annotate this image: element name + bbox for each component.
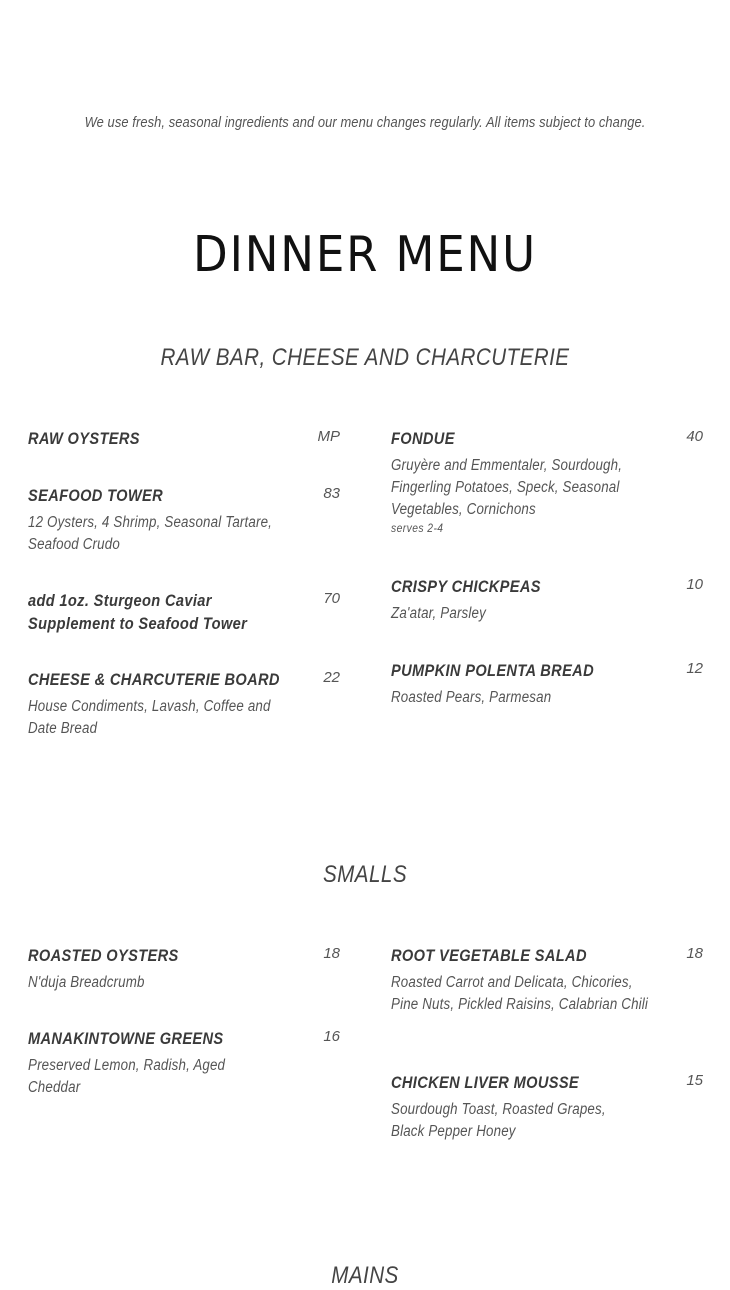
item-price: MP [317, 428, 340, 445]
item-price: 22 [323, 669, 340, 686]
item-price: 16 [323, 1028, 340, 1045]
item-name: CRISPY CHICKPEAS [391, 577, 541, 596]
menu-item-manakintowne-greens [28, 1027, 340, 1099]
item-description: House Condiments, Lavash, Coffee and Date Bread [28, 698, 271, 737]
item-description: Gruyère and Emmentaler, Sourdough, Fingerling Potatoes, Speck, Seasonal Vegetables, Cornichons [391, 457, 623, 518]
item-name: FONDUE [391, 429, 455, 448]
menu-item-root-vegetable-salad [391, 944, 703, 1016]
item-description: 12 Oysters, 4 Shrimp, Seasonal Tartare, Seafood Crudo [28, 514, 273, 553]
item-name: PUMPKIN POLENTA BREAD [391, 661, 594, 680]
item-name: CHICKEN LIVER MOUSSE [391, 1073, 580, 1092]
menu-item-chicken-liver-mousse [391, 1071, 703, 1143]
menu-item-fondue [391, 427, 703, 536]
section-title-raw-bar: RAW BAR, CHEESE AND CHARCUTERIE [160, 344, 570, 371]
item-serving-note: serves 2-4 [391, 521, 444, 535]
item-description: Roasted Pears, Parmesan [391, 689, 552, 706]
item-name: RAW OYSTERS [28, 429, 140, 448]
item-price: 18 [686, 945, 703, 962]
item-price: 12 [686, 660, 703, 677]
menu-item-raw-oysters [28, 427, 340, 450]
item-name: ROOT VEGETABLE SALAD [391, 946, 587, 965]
page-title: DINNER MENU [193, 226, 537, 283]
section-title-smalls: SMALLS [322, 861, 408, 888]
item-price: 18 [323, 945, 340, 962]
menu-item-roasted-oysters [28, 944, 340, 994]
item-description: N'duja Breadcrumb [28, 974, 145, 991]
menu-item-cheese-charcuterie [28, 668, 340, 740]
item-description: Za'atar, Parsley [391, 605, 486, 622]
item-description: Preserved Lemon, Radish, Aged Cheddar [28, 1057, 226, 1096]
menu-item-crispy-chickpeas [391, 575, 703, 625]
item-description: Roasted Carrot and Delicata, Chicories, Pine Nuts, Pickled Raisins, Calabrian Chili [391, 974, 649, 1013]
item-price: 40 [686, 428, 703, 445]
item-name: ROASTED OYSTERS [28, 946, 179, 965]
item-name: add 1oz. Sturgeon Caviar Supplement to Seafood Tower [28, 591, 248, 633]
item-price: 70 [323, 590, 340, 607]
item-price: 15 [686, 1072, 703, 1089]
item-description: Sourdough Toast, Roasted Grapes, Black Pepper Honey [391, 1101, 606, 1140]
section-title-mains: MAINS [331, 1262, 399, 1289]
menu-item-seafood-tower [28, 484, 340, 556]
menu-item-pumpkin-polenta-bread [391, 659, 703, 709]
item-name: MANAKINTOWNE GREENS [28, 1029, 224, 1048]
item-name: CHEESE & CHARCUTERIE BOARD [28, 670, 280, 689]
item-price: 83 [323, 485, 340, 502]
item-name: SEAFOOD TOWER [28, 486, 163, 505]
menu-notice: We use fresh, seasonal ingredients and our menu changes regularly. All items subject to change. [84, 114, 646, 131]
item-price: 10 [686, 576, 703, 593]
menu-item-sturgeon-caviar [28, 589, 340, 635]
